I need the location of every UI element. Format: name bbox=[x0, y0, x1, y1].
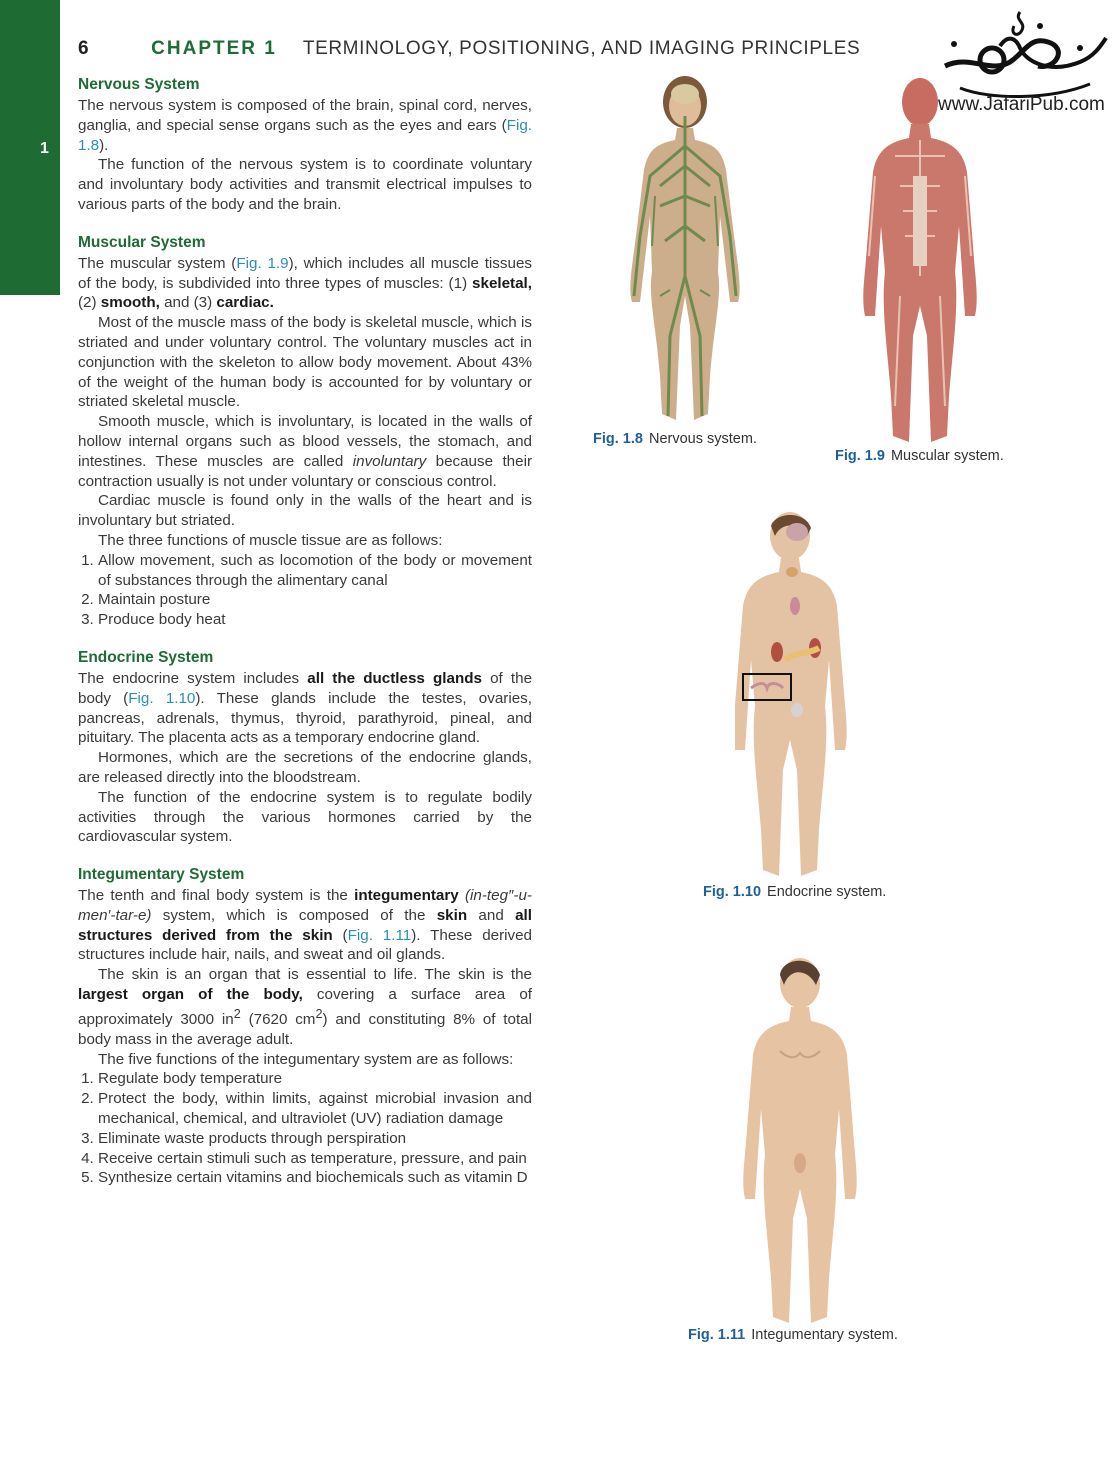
list-item: 1. Allow movement, such as locomotion of the body or movement of substances through the alimentary canal bbox=[98, 551, 532, 591]
section-heading-endocrine: Endocrine System bbox=[78, 648, 214, 666]
nervous-paragraph-2: The function of the nervous system is to coordinate voluntary and involuntary body activities and transmit electrical impulses to various parts of the body and the brain. bbox=[78, 156, 532, 213]
integumentary-paragraph-3: The five functions of the integumentary system are as follows: bbox=[98, 1050, 514, 1068]
fig-ref-1-9[interactable]: Fig. 1.9 bbox=[236, 254, 289, 272]
list-item: 4. Receive certain stimuli such as temperature, pressure, and pain bbox=[98, 1149, 532, 1169]
nervous-paragraph-1: The nervous system is composed of the brain, spinal cord, nerves, ganglia, and special sense organs such as the eyes and ears (Fig. 1.8). bbox=[78, 97, 532, 154]
chapter-title: TERMINOLOGY, POSITIONING, AND IMAGING PRINCIPLES bbox=[302, 38, 861, 59]
skin-functions-list bbox=[78, 1069, 532, 1188]
section-heading-nervous: Nervous System bbox=[78, 76, 200, 93]
muscular-paragraph-2: Most of the muscle mass of the body is skeletal muscle, which is striated and under voluntary control. The voluntary muscles act in conjunction with the skeleton to allow body movement. About 43% of the weight of the human body is accounted for by voluntary or striated skeletal muscle. bbox=[78, 314, 532, 411]
fig-ref-1-11[interactable]: Fig. 1.11 bbox=[347, 926, 412, 944]
endocrine-paragraph-2: Hormones, which are the secretions of the endocrine glands, are released directly into the bloodstream. bbox=[78, 749, 532, 786]
endocrine-paragraph-3: The function of the endocrine system is to regulate bodily activities through the various hormones carried by the cardiovascular system. bbox=[78, 788, 532, 846]
list-item: 1. Regulate body temperature bbox=[98, 1069, 532, 1089]
endocrine-system-figure bbox=[735, 510, 855, 880]
list-item: 2. Protect the body, within limits, against microbial invasion and mechanical, chemical, and ultraviolet (UV) radiation damage bbox=[98, 1089, 532, 1129]
section-heading-integumentary: Integumentary System bbox=[78, 866, 245, 884]
muscular-paragraph-1: The muscular system (Fig. 1.9), which includes all muscle tissues of the body, is subdivided into three types of muscles: (1) skeletal, (2) smooth, and (3) cardiac. bbox=[78, 254, 532, 312]
caption-fig-1-11: Fig. 1.11 Integumentary system. bbox=[688, 1327, 898, 1343]
integumentary-paragraph-1: The tenth and final body system is the integumentary (in-teg″-u-men′-tar-e) system, which is composed of the skin and all structures derived from the skin (Fig. 1.11). These derived structures include hair, nails, and sweat and oil glands. bbox=[78, 887, 533, 964]
list-item: 3. Produce body heat bbox=[98, 610, 532, 630]
page-header bbox=[78, 38, 860, 60]
caption-fig-1-8: Fig. 1.8 Nervous system. bbox=[593, 431, 757, 447]
caption-fig-1-9: Fig. 1.9 Muscular system. bbox=[835, 448, 1004, 464]
nervous-system-figure bbox=[610, 76, 760, 428]
muscular-paragraph-3: Smooth muscle, which is involuntary, is located in the walls of hollow internal organs such as blood vessels, the stomach, and intestines. These muscles are called involuntary because their contraction usually is not under voluntary or conscious control. bbox=[78, 413, 533, 490]
muscular-system-figure bbox=[855, 76, 985, 446]
endocrine-paragraph-1: The endocrine system includes all the ductless glands of the body (Fig. 1.10). These glands include the testes, ovaries, pancreas, adrenals, thymus, thyroid, parathyroid, pineal, and pituitary. The placenta acts as a temporary endocrine gland. bbox=[78, 669, 533, 747]
chapter-tab-number: 1 bbox=[40, 140, 49, 157]
list-item: 5. Synthesize certain vitamins and biochemicals such as vitamin D bbox=[98, 1168, 532, 1188]
integumentary-system-figure bbox=[740, 955, 860, 1325]
chapter-tab bbox=[0, 0, 60, 295]
fig-ref-1-8[interactable]: Fig. 1.8 bbox=[78, 116, 532, 154]
caption-fig-1-10: Fig. 1.10 Endocrine system. bbox=[703, 884, 887, 900]
muscular-paragraph-4: Cardiac muscle is found only in the walls of the heart and is involuntary but striated. bbox=[78, 492, 532, 530]
muscular-paragraph-5: The three functions of muscle tissue are as follows: bbox=[98, 531, 443, 549]
muscle-functions-list bbox=[78, 551, 532, 630]
section-heading-muscular: Muscular System bbox=[78, 233, 206, 251]
list-item: 3. Eliminate waste products through perspiration bbox=[98, 1129, 532, 1149]
list-item: 2. Maintain posture bbox=[98, 590, 532, 610]
integumentary-paragraph-2: The skin is an organ that is essential to life. The skin is the largest organ of the body, covering a surface area of approximately 3000 $in^2$ (7620 $cm^2$) and constituting 8% of total body mass in the average adult. bbox=[78, 966, 533, 1048]
publisher-url[interactable]: www.JafariPub.com bbox=[938, 94, 1105, 115]
fig-ref-1-10[interactable]: Fig. 1.10 bbox=[128, 689, 196, 707]
page-number: 6 bbox=[78, 38, 90, 59]
chapter-label: CHAPTER 1 bbox=[151, 38, 277, 59]
text-column bbox=[78, 74, 532, 1188]
